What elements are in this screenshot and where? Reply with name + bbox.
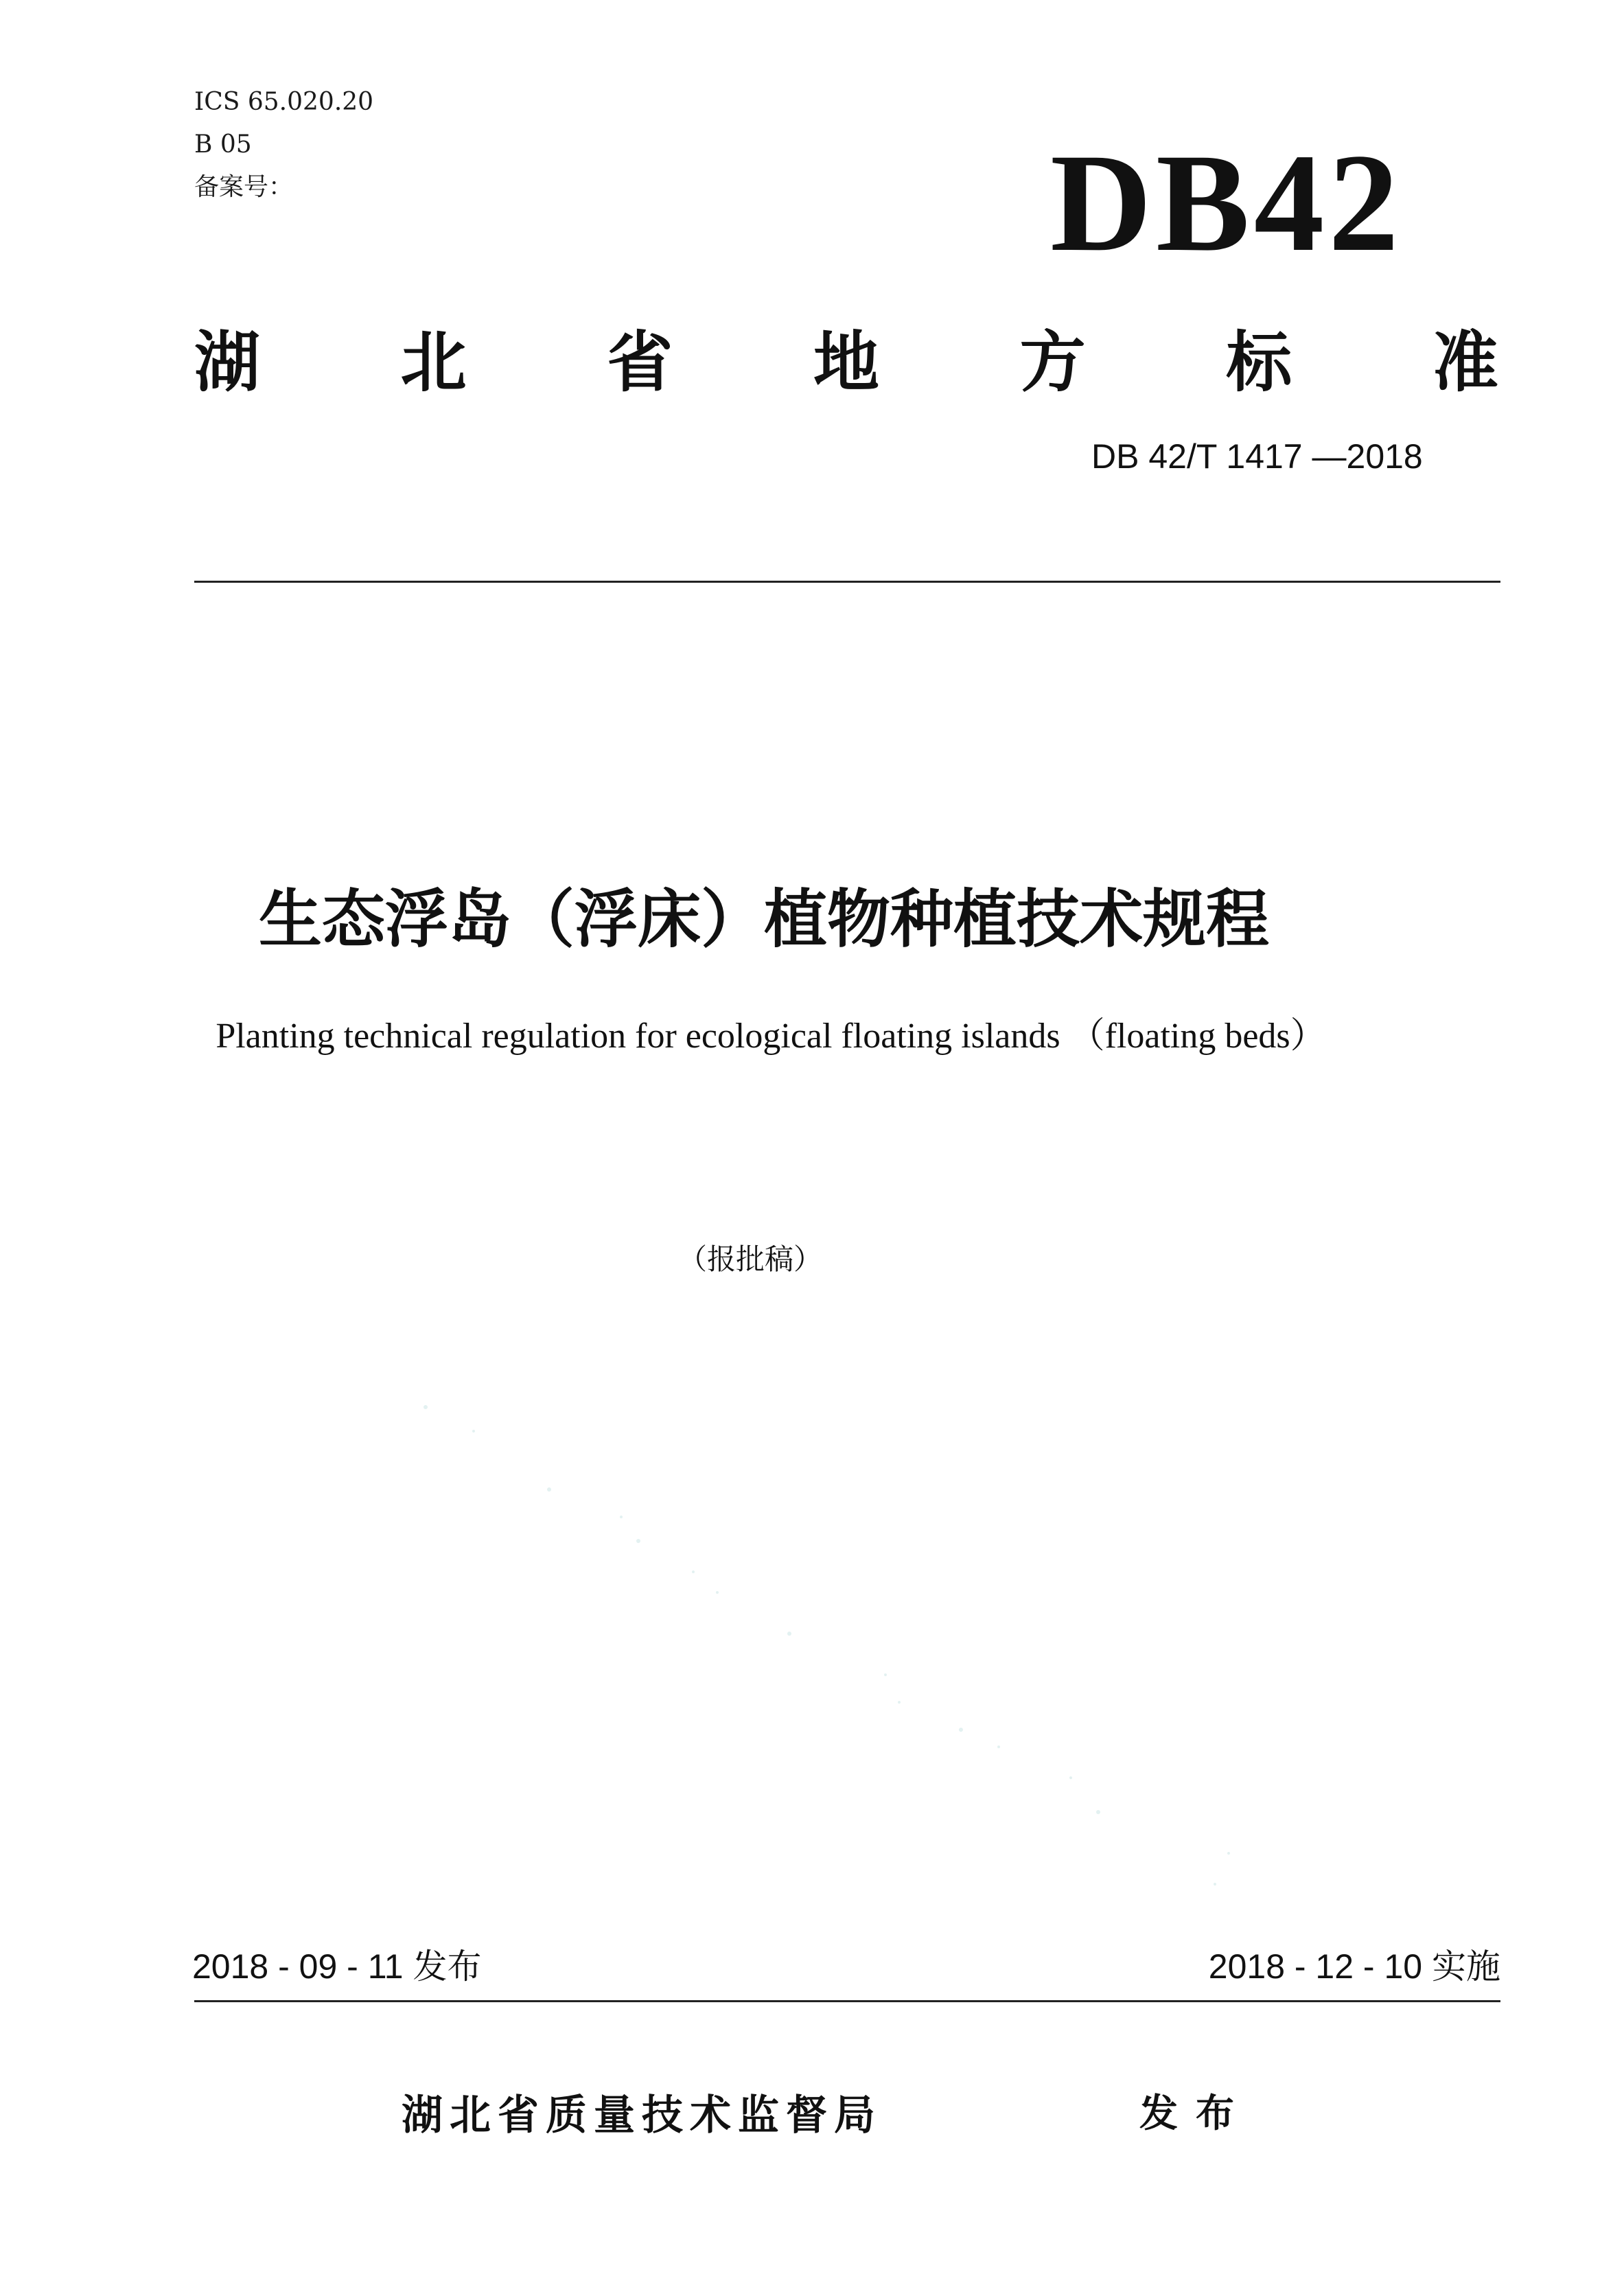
- issuing-authority: 湖北省质量技术监督局: [402, 2091, 882, 2140]
- standard-type-char: 地: [813, 323, 879, 401]
- document-title-en: Planting technical regulation for ecological floating islands （floating beds）: [216, 1017, 1326, 1056]
- standard-number: DB 42/T 1417 —2018: [1091, 437, 1423, 476]
- bottom-divider: [194, 2000, 1500, 2002]
- classification-codes: [194, 81, 373, 209]
- document-title-cn: 生态浮岛（浮床）植物种植技术规程: [258, 883, 1269, 956]
- standard-mark: DB42: [1050, 125, 1403, 281]
- standard-type-char: 方: [1019, 323, 1086, 401]
- standard-type-char: 湖: [194, 323, 260, 401]
- issue-label: 发布: [1139, 2091, 1252, 2136]
- ics-code: ICS 65.020.20: [194, 88, 374, 116]
- effective-date: 2018 - 12 - 10 实施: [1208, 1947, 1500, 1986]
- standard-type-heading: [194, 312, 1498, 402]
- standard-type-char: 标: [1226, 323, 1292, 401]
- standard-type-char: 准: [1432, 323, 1498, 401]
- standard-type-char: 北: [400, 323, 467, 401]
- filing-number-label: 备案号：: [194, 173, 294, 201]
- top-divider: [194, 581, 1500, 583]
- draft-status: （报批稿）: [677, 1242, 822, 1276]
- standard-type-char: 省: [607, 323, 673, 401]
- ccs-code: B 05: [194, 130, 252, 159]
- publish-date: 2018 - 09 - 11 发布: [192, 1947, 482, 1986]
